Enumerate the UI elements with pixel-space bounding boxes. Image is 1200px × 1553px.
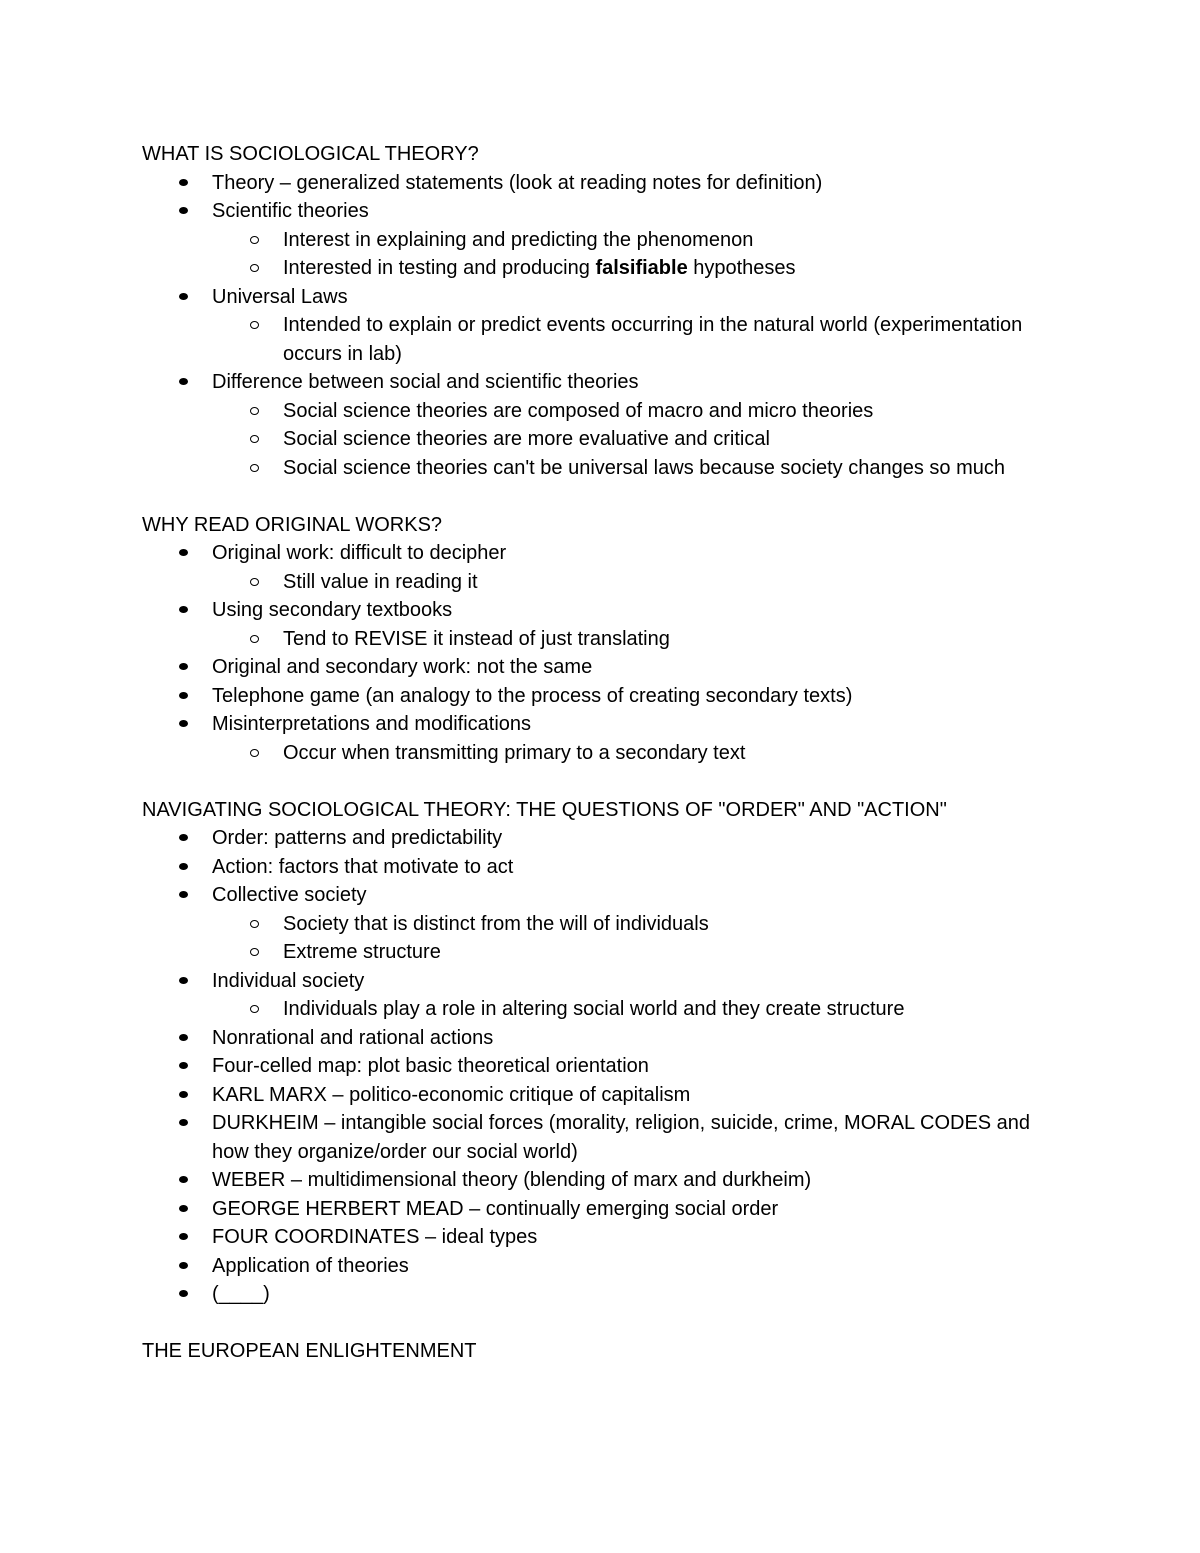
bullet-icon [179, 663, 188, 670]
list-item [212, 1052, 1072, 1081]
hollow-bullet-icon [250, 464, 259, 472]
list-item [212, 967, 1072, 1024]
bullet-icon [179, 1262, 188, 1269]
sub-list-item-text: Individuals play a role in altering social world and they create structure [283, 998, 905, 1020]
bullet-icon [179, 1176, 188, 1183]
sub-list-item [283, 938, 1072, 967]
list-item [212, 368, 1072, 482]
list-item [212, 1109, 1072, 1166]
list-item [212, 1081, 1072, 1110]
section-heading: WHY READ ORIGINAL WORKS? [142, 513, 443, 536]
sub-bullet-list [212, 226, 1072, 283]
sub-list-item [283, 226, 1072, 255]
list-item-text: Using secondary textbooks [212, 599, 453, 621]
section-heading: WHAT IS SOCIOLOGICAL THEORY? [142, 143, 479, 165]
hollow-bullet-icon [250, 948, 259, 956]
sub-bullet-list [212, 995, 1072, 1024]
list-item [212, 1166, 1072, 1195]
list-item-text: Misinterpretations and modifications [212, 713, 532, 735]
bullet-icon [179, 1205, 188, 1212]
list-item [212, 1223, 1072, 1252]
hollow-bullet-icon [250, 749, 259, 757]
sub-bullet-list [212, 311, 1072, 368]
section-what-is-sociological-theory [142, 140, 1072, 482]
sub-list-item [283, 568, 1072, 597]
bullet-icon [179, 293, 188, 300]
sub-list-item [283, 311, 1072, 368]
sub-list-item-text [283, 257, 796, 279]
list-item [212, 1280, 1072, 1309]
bullet-icon [179, 1119, 188, 1126]
hollow-bullet-icon [250, 407, 259, 415]
list-item-text: DURKHEIM – intangible social forces (morality, religion, suicide, crime, MORAL CODES and how they organize/order our social world) [212, 1112, 1031, 1163]
list-item-text: Collective society [212, 884, 367, 906]
list-item-text: GEORGE HERBERT MEAD – continually emerging social order [212, 1197, 779, 1220]
list-item [212, 682, 1072, 711]
sub-list-item-text: Social science theories are more evaluative and critical [283, 428, 770, 450]
list-item-text: WEBER – multidimensional theory (blending of marx and durkheim) [212, 1169, 812, 1191]
bullet-list [142, 824, 1072, 1309]
bullet-icon [179, 720, 188, 727]
bullet-icon [179, 549, 188, 556]
sub-bullet-list [212, 568, 1072, 597]
bullet-icon [179, 692, 188, 699]
sub-list-item [283, 454, 1072, 483]
list-item-text: Original and secondary work: not the same [212, 656, 593, 678]
bullet-icon [179, 207, 188, 214]
hollow-bullet-icon [250, 578, 259, 586]
sub-list-item-text: Society that is distinct from the will of individuals [283, 912, 709, 935]
list-item-text: FOUR COORDINATES – ideal types [212, 1226, 538, 1248]
bullet-icon [179, 1290, 188, 1297]
list-item-text: Difference between social and scientific theories [212, 371, 639, 393]
section-why-read-original-works [142, 511, 1072, 768]
list-item-text: Telephone game (an analogy to the process of creating secondary texts) [212, 684, 853, 707]
list-item-text: Original work: difficult to decipher [212, 542, 507, 564]
notes-body [142, 140, 1072, 1366]
list-item [212, 539, 1072, 596]
sub-bullet-list [212, 910, 1072, 967]
sub-list-item [283, 910, 1072, 939]
hollow-bullet-icon [250, 1005, 259, 1013]
list-item-text: Individual society [212, 969, 365, 992]
sub-list-item-text: Intended to explain or predict events occurring in the natural world (experimentation occurs in lab) [283, 314, 1023, 365]
list-item [212, 596, 1072, 653]
bullet-icon [179, 606, 188, 613]
list-item-text: Application of theories [212, 1254, 409, 1277]
list-item [212, 710, 1072, 767]
text-segment: hypotheses [687, 257, 796, 279]
bullet-icon [179, 1034, 188, 1041]
sub-list-item [283, 995, 1072, 1024]
sub-list-item-text: Still value in reading it [283, 570, 478, 593]
sub-list-item-text: Extreme structure [283, 941, 441, 963]
bullet-icon [179, 1062, 188, 1069]
list-item-text: KARL MARX – politico-economic critique of capitalism [212, 1083, 691, 1106]
sub-list-item-text: Social science theories are composed of macro and micro theories [283, 399, 874, 422]
sub-list-item [283, 625, 1072, 654]
list-item [212, 197, 1072, 283]
sub-list-item-text: Tend to REVISE it instead of just translating [283, 627, 670, 650]
list-item-text: Scientific theories [212, 200, 369, 222]
text-segment: Interested in testing and producing [283, 257, 596, 279]
sub-list-item-text: Occur when transmitting primary to a secondary text [283, 741, 746, 764]
list-item-text: Nonrational and rational actions [212, 1026, 494, 1049]
bullet-icon [179, 863, 188, 870]
sub-list-item [283, 254, 1072, 283]
sub-list-item-text: Interest in explaining and predicting the phenomenon [283, 228, 754, 251]
sub-bullet-list [212, 625, 1072, 654]
bullet-icon [179, 378, 188, 385]
list-item [212, 283, 1072, 369]
list-item [212, 1024, 1072, 1053]
hollow-bullet-icon [250, 920, 259, 928]
bullet-icon [179, 834, 188, 841]
bullet-icon [179, 179, 188, 186]
list-item [212, 853, 1072, 882]
list-item [212, 169, 1072, 198]
bullet-list [142, 169, 1072, 483]
list-item-text: Theory – generalized statements (look at reading notes for definition) [212, 171, 823, 194]
hollow-bullet-icon [250, 321, 259, 329]
bullet-icon [179, 1233, 188, 1240]
list-item [212, 1195, 1072, 1224]
sub-list-item [283, 739, 1072, 768]
list-item-text: Order: patterns and predictability [212, 827, 503, 849]
list-item [212, 653, 1072, 682]
hollow-bullet-icon [250, 264, 259, 272]
section-heading: THE EUROPEAN ENLIGHTENMENT [142, 1340, 477, 1362]
section-the-european-enlightenment [142, 1337, 1072, 1366]
hollow-bullet-icon [250, 635, 259, 643]
list-item-text: (____) [212, 1283, 270, 1305]
bullet-icon [179, 1091, 188, 1098]
section-heading: NAVIGATING SOCIOLOGICAL THEORY: THE QUESTIONS OF "ORDER" AND "ACTION" [142, 798, 947, 821]
hollow-bullet-icon [250, 435, 259, 443]
list-item-text: Action: factors that motivate to act [212, 855, 514, 878]
list-item [212, 1252, 1072, 1281]
bullet-icon [179, 891, 188, 898]
list-item [212, 881, 1072, 967]
list-item-text: Universal Laws [212, 285, 348, 308]
emphasized-term: falsifiable [595, 257, 688, 279]
sub-list-item [283, 397, 1072, 426]
sub-list-item-text: Social science theories can't be universal laws because society changes so much [283, 456, 1005, 479]
sub-bullet-list [212, 739, 1072, 768]
list-item [212, 824, 1072, 853]
list-item-text: Four-celled map: plot basic theoretical orientation [212, 1055, 649, 1077]
sub-bullet-list [212, 397, 1072, 483]
hollow-bullet-icon [250, 236, 259, 244]
sub-list-item [283, 425, 1072, 454]
bullet-icon [179, 977, 188, 984]
bullet-list [142, 539, 1072, 767]
section-navigating-sociological-theory-the-quest [142, 796, 1072, 1309]
